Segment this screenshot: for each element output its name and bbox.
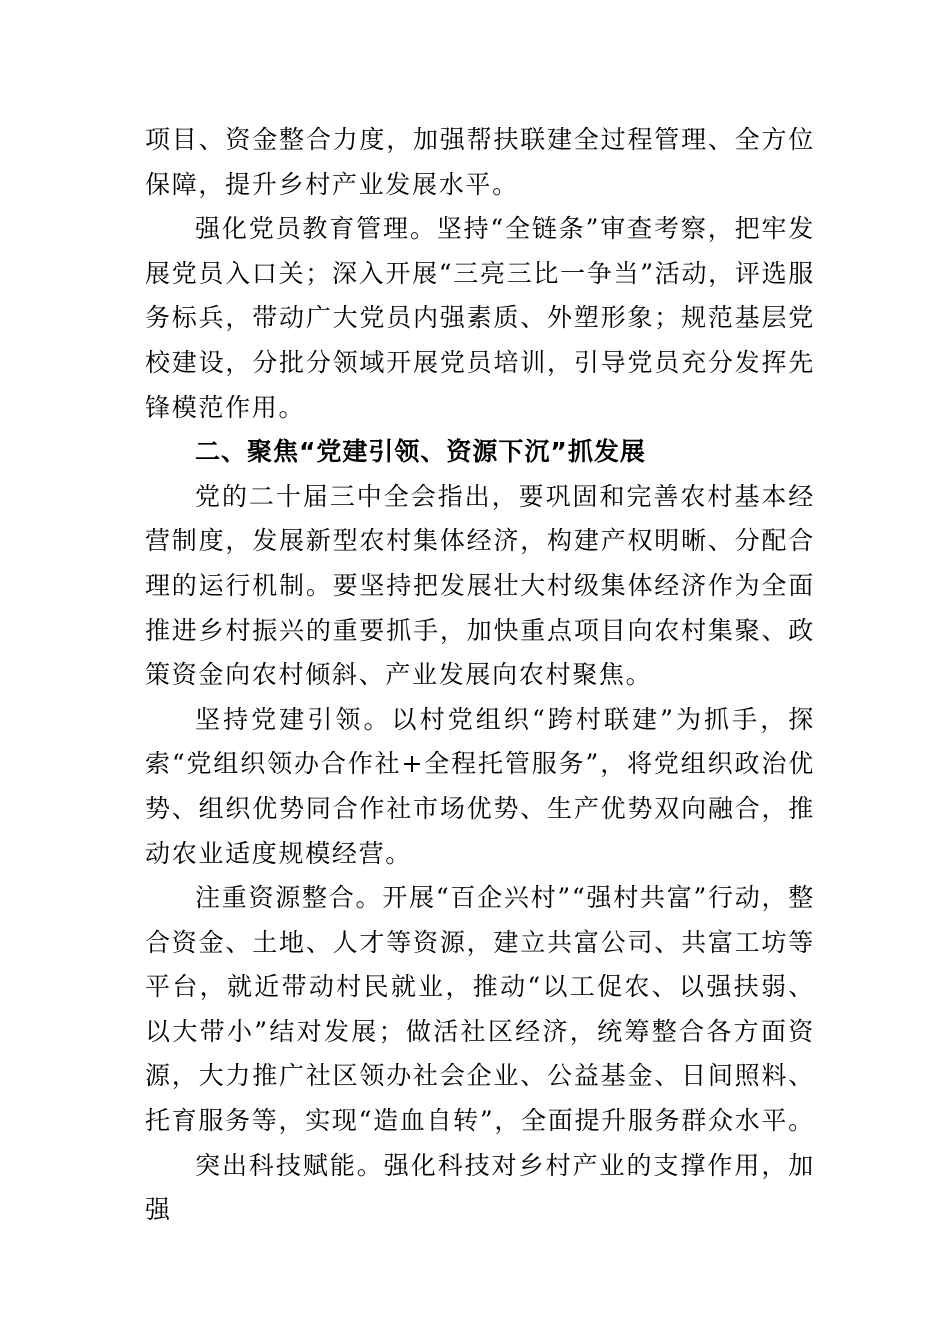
section-heading-two: 二、聚焦“党建引领、资源下沉”抓发展 bbox=[195, 437, 646, 467]
paragraph-tech-empowerment: 突出科技赋能。强化科技对乡村产业的支撑作用，加强 bbox=[145, 1150, 815, 1225]
paragraph-third-plenum: 党的二十届三中全会指出，要巩固和完善农村基本经营制度，发展新型农村集体经济，构建产权明晰、分配合理的运行机制。要坚持把发展壮大村级集体经济作为全面推进乡村振兴的重要抓手，加快重点项目向农村集聚、政策资金向农村倾斜、产业发展向农村聚焦。 bbox=[145, 481, 815, 690]
document-page bbox=[145, 118, 815, 1233]
paragraph-party-member-education: 强化党员教育管理。坚持“全链条”审查考察，把牢发展党员入口关；深入开展“三亮三比一争当”活动，评选服务标兵，带动广大党员内强素质、外塑形象；规范基层党校建设，分批分领域开展党员培训，引导党员充分发挥先锋模范作用。 bbox=[145, 214, 815, 422]
paragraph-resource-integration: 注重资源整合。开展“百企兴村”“强村共富”行动，整合资金、土地、人才等资源，建立共富公司、共富工坊等平台，就近带动村民就业，推动“以工促农、以强扶弱、以大带小”结对发展；做活社区经济，统筹整合各方面资源，大力推广社区领办社会企业、公益基金、日间照料、托育服务等，实现“造血自转”，全面提升服务群众水平。 bbox=[145, 883, 815, 1136]
paragraph-party-leadership: 坚持党建引领。以村党组织“跨村联建”为抓手，探索“党组织领办合作社+全程托管服务”，将党组织政治优势、组织优势同合作社市场优势、生产优势双向融合，推动农业适度规模经营。 bbox=[145, 704, 815, 868]
paragraph-project-funding: 项目、资金整合力度，加强帮扶联建全过程管理、全方位保障，提升乡村产业发展水平。 bbox=[145, 125, 815, 199]
